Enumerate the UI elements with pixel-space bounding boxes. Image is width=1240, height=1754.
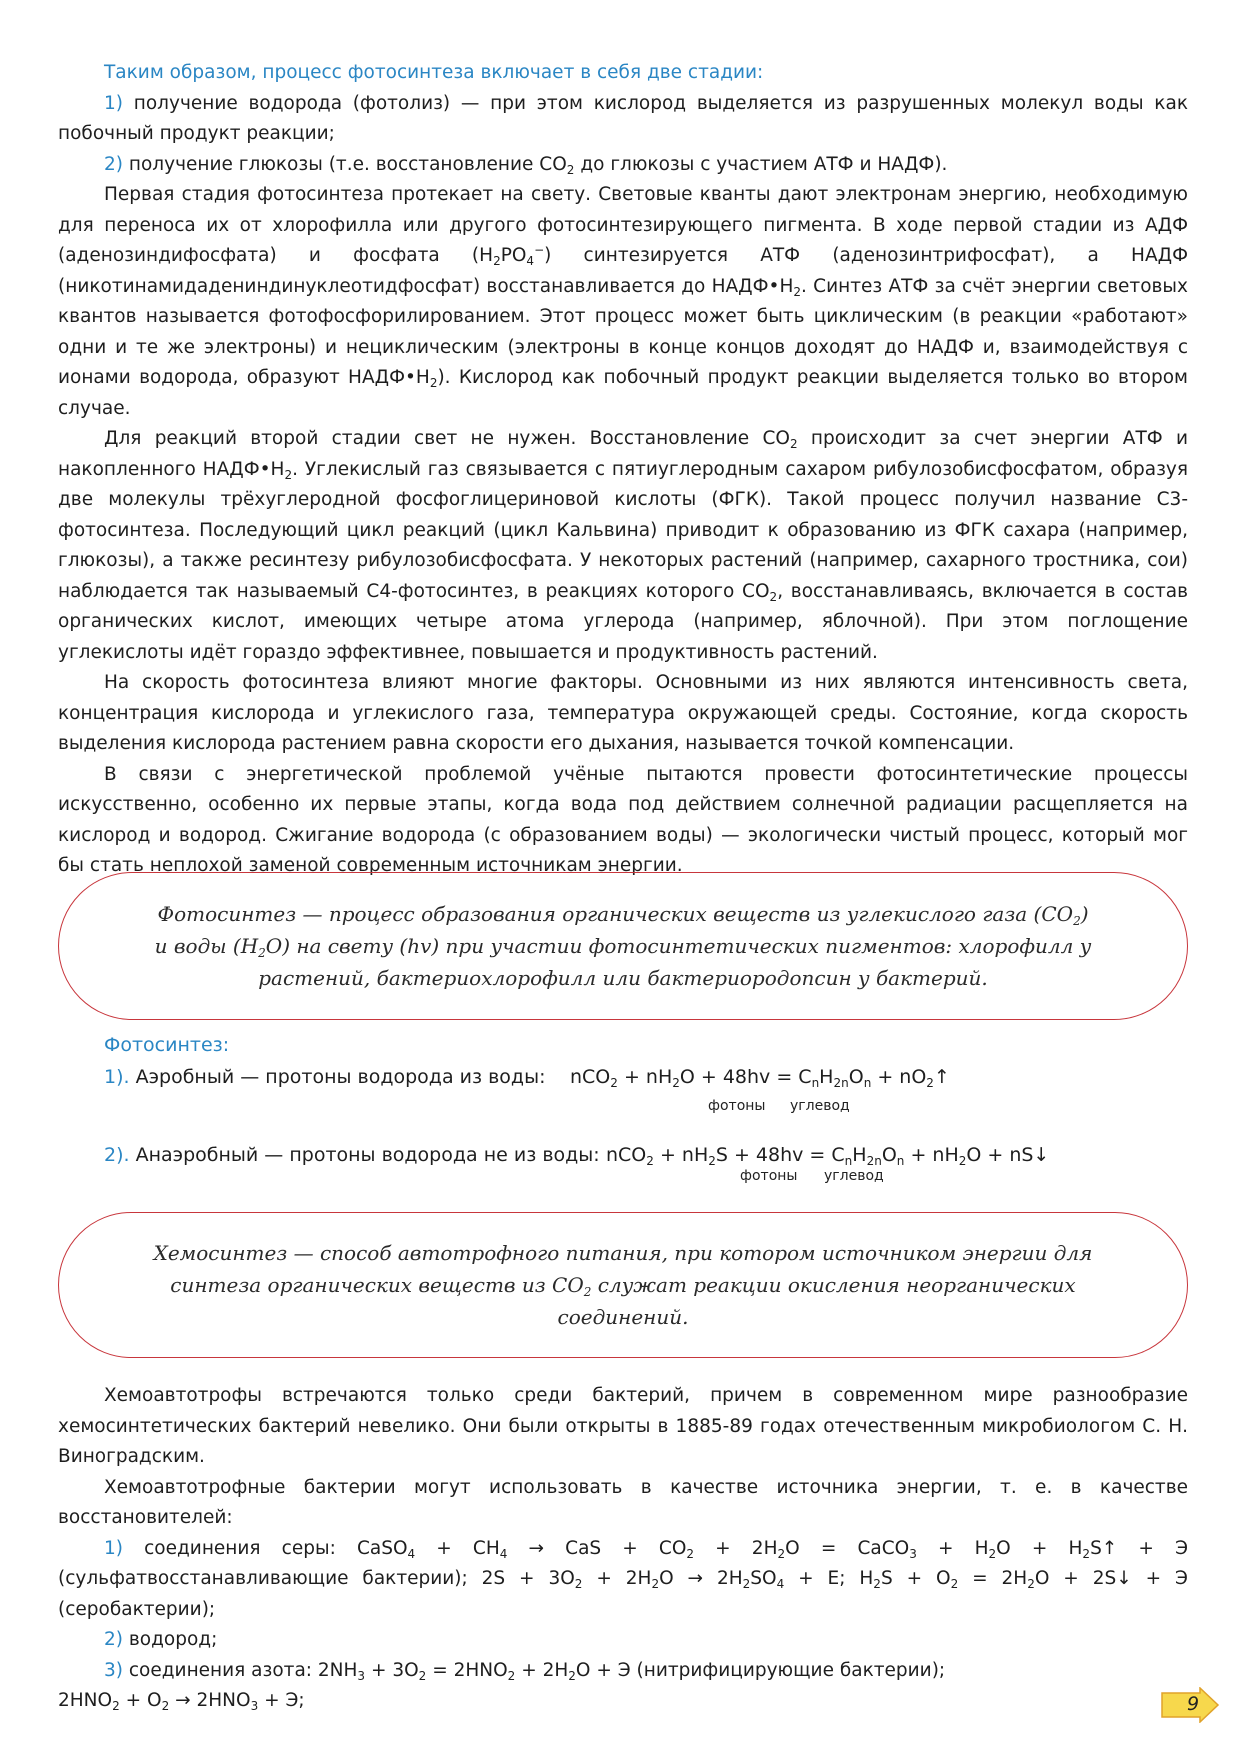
aerobic-caption-photons: фотоны [708, 1098, 766, 1114]
aerobic-caption-carbohydrate: углевод [790, 1098, 850, 1114]
aerobic-num: 1). [104, 1066, 130, 1088]
reducer-sulfur: 1) соединения серы: CaSO$_4$ + $CH_4$ → CaS + $CO_2 + 2H_2O$ = CaCO$_3$ + $H_2O$ + $H_2S↑ + Э$ (сульфатвосстанавливающие бактерии); $2S + 3O_2 + 2H_2O \to 2H_2SO_4 + E$; $H_2S + O_2 = 2H_2O$ + 2S↓ + Э (серобактерии); [58, 1537, 1188, 1620]
stage-1: 1) получение водорода (фотолиз) — при этом кислород выделяется из разрушенных молекул воды как побочный продукт реакции; [58, 92, 1188, 144]
paragraph-chemoautotrophs: Хемоавтотрофы встречаются только среди бактерий, причем в современном мире разнообразие хемосинтетических бактерий невелико. Они были открыты в 1885-89 годах отечественным микробиологом С. Н. Виноградским. [58, 1385, 1188, 1467]
anaerobic-formula: $nCO_2 + nH_2S + 48hv = C_nH_{2n}O_n + nH_2O$ + nS↓ [606, 1144, 1050, 1168]
anaerobic-label: Анаэробный — протоны водорода не из воды: [135, 1144, 600, 1166]
paragraph-second-stage: Для реакций второй стадии свет не нужен. Восстановление $CO_2$ происходит за счет энергии АТФ и накопленного $НАДФ•H_2$. Углекислый газ связывается с пятиуглеродным сахаром рибулозобисфосфатом, образуя две молекулы трёхуглеродной фосфоглицериновой кислоты (ФГК). Такой процесс получил название С3-фотосинтеза. Последующий цикл реакций (цикл Кальвина) приводит к образованию из ФГК сахара (например, глюкозы), а также ресинтезу рибулозобисфосфата. У некоторых растений (например, сахарного тростника, сои) наблюдается так называемый С4-фотосинтез, в реакциях которого $CO_2$, восстанавливаясь, включается в состав органических кислот, имеющих четыре атома углерода (например, яблочной). При этом поглощение углекислоты идёт гораздо эффективнее, повышается и продуктивность растений. [58, 428, 1188, 663]
chemo-section [58, 1381, 1188, 1717]
page-number: 9 [1186, 1693, 1200, 1715]
anaerobic-caption-carbohydrate: углевод [824, 1168, 884, 1184]
photosynthesis-types-heading: Фотосинтез: [104, 1034, 230, 1056]
definition-box-chemosynthesis [58, 1212, 1188, 1358]
definition-chemosynthesis-text: Хемосинтез — способ автотрофного питания, при котором источником энергии для синтеза органических веществ из $CO_2$ служат реакции окисления неорганических соединений. [153, 1241, 1093, 1329]
stage-2: 2) получение глюкозы (т.е. восстановление $CO_2$ до глюкозы с участием АТФ и НАДФ). [104, 153, 948, 177]
definition-box-photosynthesis [58, 872, 1188, 1020]
intro-heading: Таким образом, процесс фотосинтеза включает в себя две стадии: [104, 62, 764, 83]
paragraph-first-stage: Первая стадия фотосинтеза протекает на свету. Световые кванты дают электронам энергию, необходимую для переноса их от хлорофилла или другого фотосинтезирующего пигмента. В ходе первой стадии из АДФ (аденозиндифосфата) и фосфата $(H_2PO_4^-)$ синтезируется АТФ (аденозинтрифосфат), а НАДФ (никотинамидадениндинуклеотидфосфат) восстанавливается до $НАДФ•H_2$. Синтез АТФ за счёт энергии световых квантов называется фотофосфорилированием. Этот процесс может быть циклическим (в реакции «работают» одни и те же электроны) и нециклическим (электроны в конце концов доходят до НАДФ и, взаимодействуя с ионами водорода, образуют $НАДФ•H_2$). Кислород как побочный продукт реакции выделяется только во втором случае. [58, 184, 1188, 419]
anaerobic-caption-photons: фотоны [740, 1168, 798, 1184]
aerobic-label: Аэробный — протоны водорода из воды: [135, 1066, 546, 1088]
reducer-hydrogen: 2) водород; [104, 1629, 218, 1650]
page-number-tab [1160, 1687, 1220, 1723]
intro-section [58, 58, 1188, 882]
reducer-nitrogen-formula-2: $2HNO_2 + O_2 \to 2HNO_3 + Э$; [58, 1690, 305, 1713]
reducer-nitrogen: 3) соединения азота: $2NH_3 + 3O_2 = 2HNO_2 + 2H_2O + Э$ (нитрифицирующие бактерии); [104, 1659, 946, 1683]
aerobic-formula: $nCO_2 + nH_2O + 48hv = C_nH_{2n}O_n$ + $nO_2↑$ [570, 1066, 950, 1090]
paragraph-energy: В связи с энергетической проблемой учёные пытаются провести фотосинтетические процессы искусственно, особенно их первые этапы, когда вода под действием солнечной радиации расщепляется на кислород и водород. Сжигание водорода (с образованием воды) — экологически чистый процесс, который мог бы стать неплохой заменой современным источникам энергии. [58, 763, 1188, 876]
definition-photosynthesis-text: Фотосинтез — процесс образования органических веществ из углекислого газа $(CO_2)$ и воды $(H_2O)$ на свету (hv) при участии фотосинтетических пигментов: хлорофилл у растений, бактериохлорофилл или бактериородопсин у бактерий. [154, 902, 1092, 990]
paragraph-reducers: Хемоавтотрофные бактерии могут использовать в качестве источника энергии, т. е. в качестве восстановителей: [58, 1476, 1188, 1528]
anaerobic-num: 2). [104, 1144, 130, 1166]
paragraph-factors: На скорость фотосинтеза влияют многие факторы. Основными из них являются интенсивность света, концентрация кислорода и углекислого газа, температура окружающей среды. Состояние, когда скорость выделения кислорода растением равна скорости его дыхания, называется точкой компенсации. [58, 672, 1188, 754]
photosynthesis-heading-wrap [58, 1030, 1188, 1061]
